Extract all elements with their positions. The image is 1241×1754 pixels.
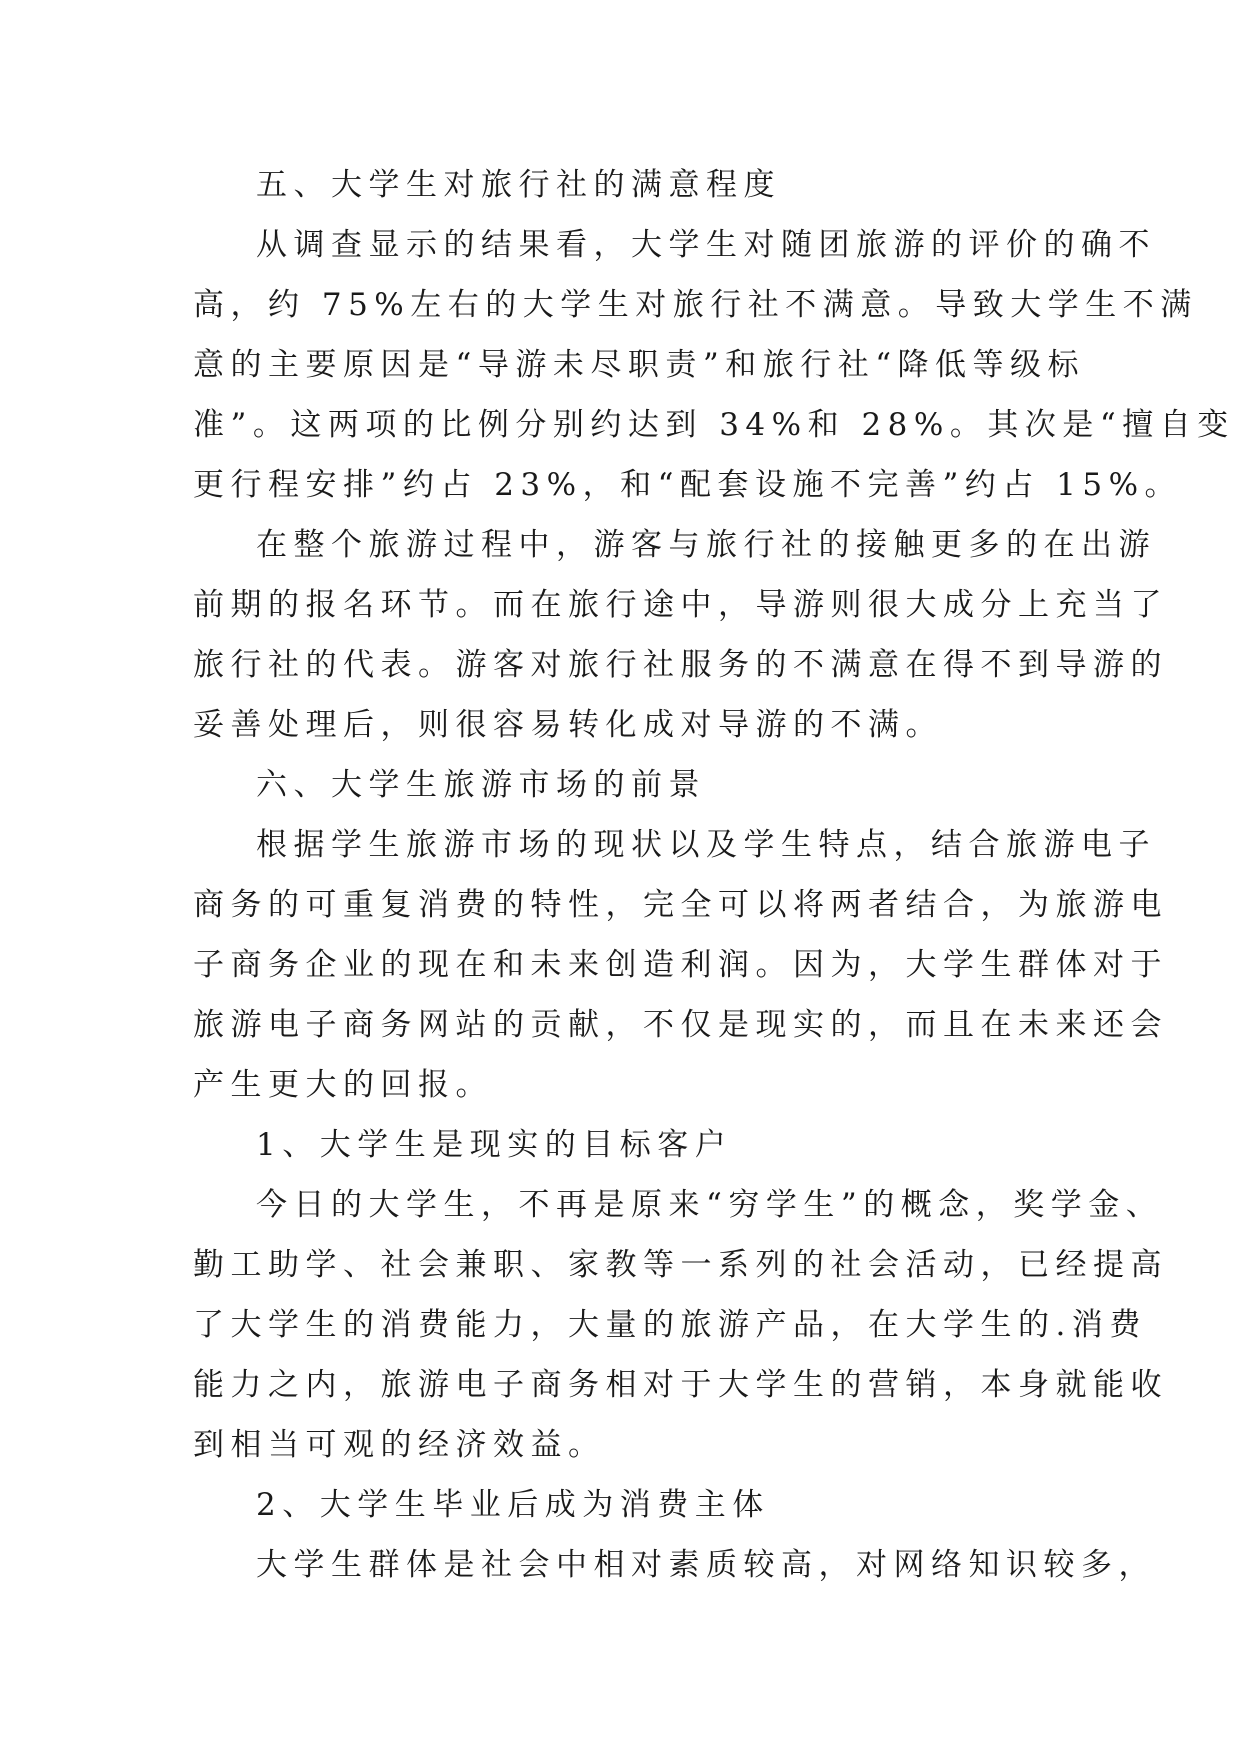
paragraph-line: 子商务企业的现在和未来创造利润。因为，大学生群体对于 xyxy=(193,947,1168,983)
paragraph-line: 意的主要原因是“导游未尽职责”和旅行社“降低等级标 xyxy=(193,347,1086,383)
paragraph-line: 妥善处理后，则很容易转化成对导游的不满。 xyxy=(193,707,943,743)
section-heading-satisfaction: 五、大学生对旅行社的满意程度 xyxy=(256,167,781,203)
paragraph-line: 能力之内，旅游电子商务相对于大学生的营销，本身就能收 xyxy=(193,1367,1168,1403)
paragraph-line: 高，约 75%左右的大学生对旅行社不满意。导致大学生不满 xyxy=(193,287,1198,323)
paragraph-line: 勤工助学、社会兼职、家教等一系列的社会活动，已经提高 xyxy=(193,1247,1168,1283)
paragraph-line: 了大学生的消费能力，大量的旅游产品，在大学生的.消费 xyxy=(193,1307,1147,1343)
paragraph-line: 更行程安排”约占 23%，和“配套设施不完善”约占 15%。 xyxy=(193,467,1183,503)
paragraph-line: 今日的大学生，不再是原来“穷学生”的概念，奖学金、 xyxy=(256,1187,1164,1223)
paragraph-line: 前期的报名环节。而在旅行途中，导游则很大成分上充当了 xyxy=(193,587,1168,623)
paragraph-line: 到相当可观的经济效益。 xyxy=(193,1427,606,1463)
paragraph-line: 根据学生旅游市场的现状以及学生特点，结合旅游电子 xyxy=(256,827,1156,863)
section-heading-prospects: 六、大学生旅游市场的前景 xyxy=(256,767,706,803)
subsection-heading-1: 1、大学生是现实的目标客户 xyxy=(256,1127,733,1163)
paragraph-line: 准”。这两项的比例分别约达到 34%和 28%。其次是“擅自变 xyxy=(193,407,1235,443)
paragraph-line: 商务的可重复消费的特性，完全可以将两者结合，为旅游电 xyxy=(193,887,1168,923)
paragraph-line: 旅游电子商务网站的贡献，不仅是现实的，而且在未来还会 xyxy=(193,1007,1168,1043)
paragraph-line: 产生更大的回报。 xyxy=(193,1067,493,1103)
paragraph-line: 在整个旅游过程中，游客与旅行社的接触更多的在出游 xyxy=(256,527,1156,563)
paragraph-line: 旅行社的代表。游客对旅行社服务的不满意在得不到导游的 xyxy=(193,647,1168,683)
subsection-heading-2: 2、大学生毕业后成为消费主体 xyxy=(256,1487,770,1523)
paragraph-line: 大学生群体是社会中相对素质较高，对网络知识较多， xyxy=(256,1547,1156,1583)
paragraph-line: 从调查显示的结果看，大学生对随团旅游的评价的确不 xyxy=(256,227,1156,263)
